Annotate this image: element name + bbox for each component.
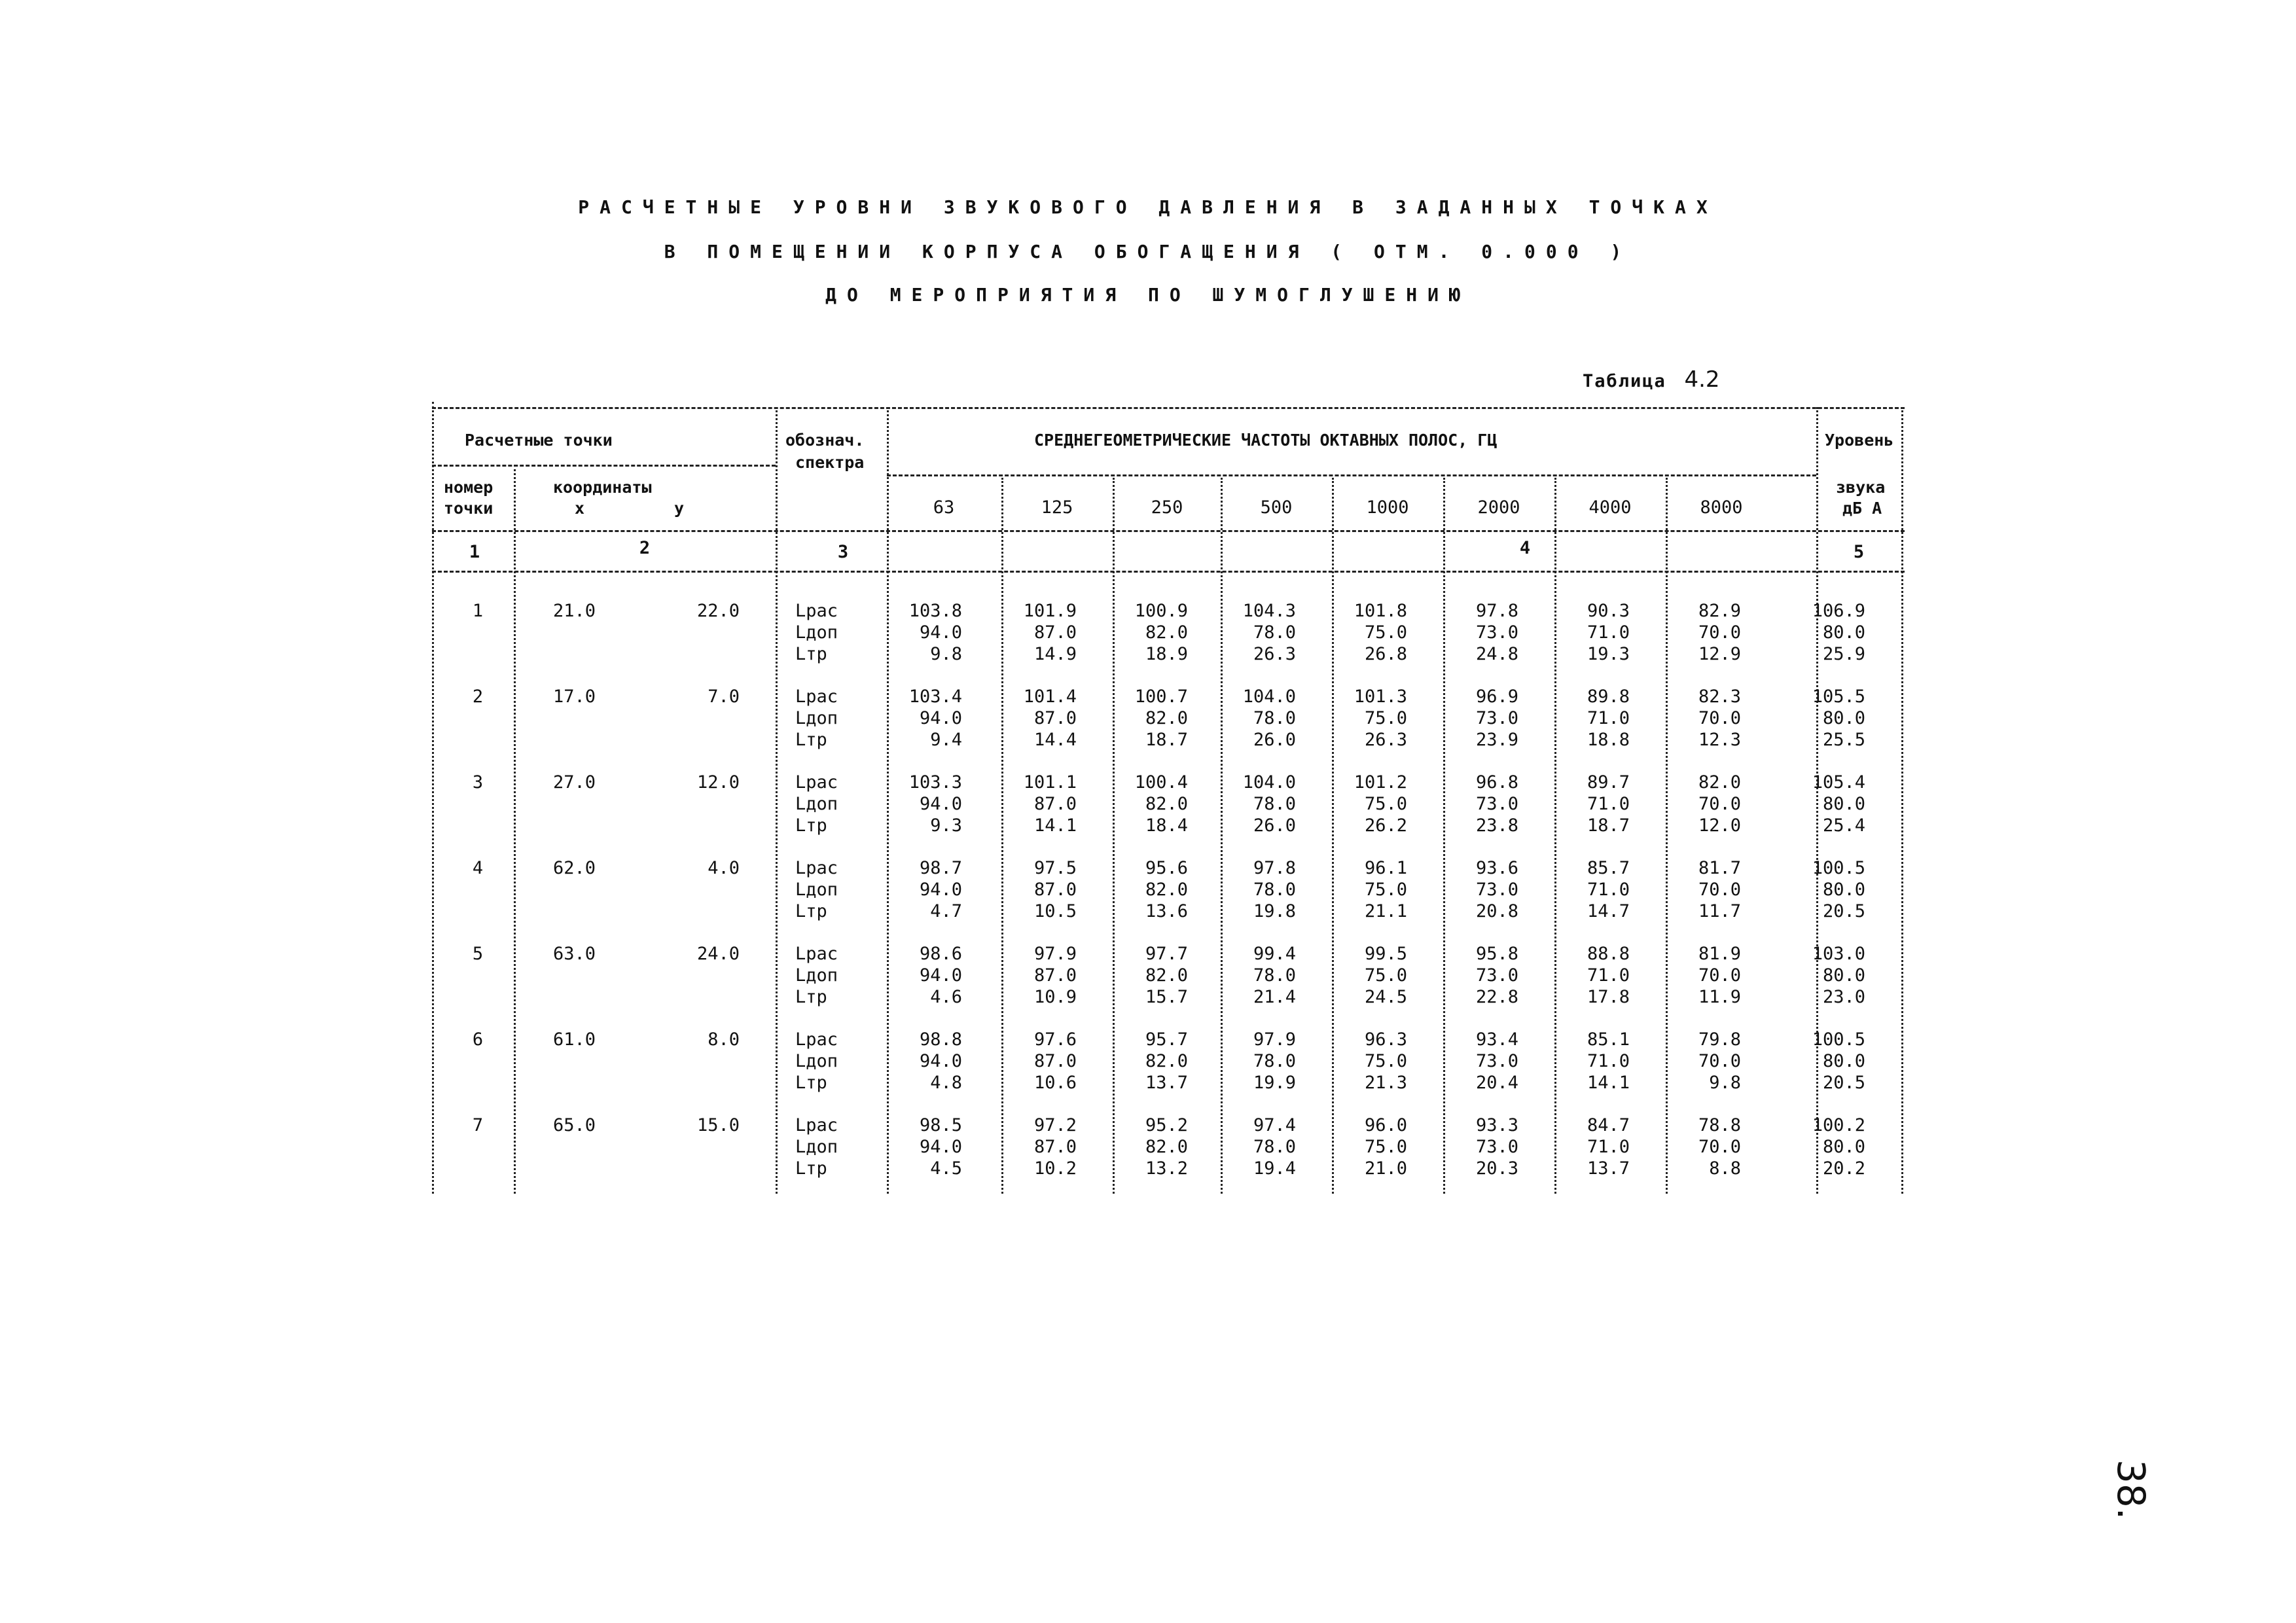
band-value: 90.3 — [1587, 601, 1630, 621]
header-level-2: звука — [1836, 478, 1886, 497]
header-calc-points: Расчетные точки — [465, 431, 613, 450]
table-row — [432, 944, 1905, 965]
title-line-3: ДО МЕРОПРИЯТИЯ ПО ШУМОГЛУШЕНИЮ — [825, 284, 1471, 306]
band-value: 70.0 — [1698, 622, 1741, 643]
table-row — [432, 1051, 1905, 1072]
coord-x: 17.0 — [552, 687, 596, 707]
band-value: 4.8 — [930, 1073, 962, 1093]
rule-top — [432, 407, 1905, 409]
table-row — [432, 772, 1905, 793]
coord-x: 63.0 — [552, 944, 596, 964]
header-point-no-1: номер — [444, 478, 493, 497]
band-value: 71.0 — [1587, 965, 1630, 986]
band-value: 75.0 — [1364, 794, 1407, 814]
freq-8000: 8000 — [1700, 497, 1743, 518]
band-value: 14.1 — [1033, 815, 1077, 836]
band-value: 82.0 — [1145, 880, 1188, 900]
band-value: 71.0 — [1587, 1137, 1630, 1157]
band-value: 85.7 — [1587, 858, 1630, 878]
rule-freq-title — [887, 474, 1816, 476]
band-value: 18.9 — [1145, 644, 1188, 664]
level-value: 100.2 — [1812, 1115, 1865, 1135]
band-value: 4.6 — [930, 987, 962, 1007]
band-value: 70.0 — [1698, 880, 1741, 900]
point-number: 6 — [472, 1029, 484, 1050]
band-value: 10.6 — [1033, 1073, 1077, 1093]
spectrum-label: Lдоп — [795, 880, 838, 900]
band-value: 95.2 — [1145, 1115, 1188, 1135]
band-value: 26.2 — [1364, 815, 1407, 836]
band-value: 96.8 — [1475, 772, 1518, 793]
band-value: 103.4 — [908, 687, 962, 707]
level-value: 20.2 — [1822, 1158, 1865, 1179]
table-row — [432, 1115, 1905, 1136]
band-value: 87.0 — [1033, 880, 1077, 900]
band-value: 82.0 — [1145, 622, 1188, 643]
band-value: 97.5 — [1033, 858, 1077, 878]
page-number: 38. — [2109, 1459, 2153, 1520]
band-value: 101.9 — [1023, 601, 1077, 621]
level-value: 80.0 — [1822, 1137, 1865, 1157]
table-row — [432, 601, 1905, 622]
band-value: 96.9 — [1475, 687, 1518, 707]
coord-y: 4.0 — [708, 858, 740, 878]
band-value: 17.8 — [1587, 987, 1630, 1007]
spectrum-label: Lдоп — [795, 708, 838, 728]
band-value: 99.4 — [1253, 944, 1296, 964]
band-value: 94.0 — [919, 965, 962, 986]
band-value: 75.0 — [1364, 965, 1407, 986]
band-value: 99.5 — [1364, 944, 1407, 964]
spectrum-label: Lрас — [795, 1115, 838, 1135]
band-value: 13.2 — [1145, 1158, 1188, 1179]
spectrum-label: Lрас — [795, 858, 838, 878]
point-number: 4 — [472, 858, 484, 878]
col-index-3: 3 — [837, 542, 849, 562]
band-value: 81.7 — [1698, 858, 1741, 878]
band-value: 73.0 — [1475, 880, 1518, 900]
band-value: 70.0 — [1698, 1137, 1741, 1157]
freq-500: 500 — [1260, 497, 1293, 518]
coord-y: 7.0 — [708, 687, 740, 707]
spectrum-label: Lрас — [795, 772, 838, 793]
level-value: 105.5 — [1812, 687, 1865, 707]
band-value: 89.7 — [1587, 772, 1630, 793]
coord-x: 65.0 — [552, 1115, 596, 1135]
spectrum-label: Lтр — [795, 815, 827, 836]
band-value: 85.1 — [1587, 1029, 1630, 1050]
band-value: 20.4 — [1475, 1073, 1518, 1093]
table-label — [1583, 366, 1720, 393]
band-value: 20.8 — [1475, 901, 1518, 921]
band-value: 78.0 — [1253, 965, 1296, 986]
band-value: 93.4 — [1475, 1029, 1518, 1050]
band-value: 100.9 — [1134, 601, 1188, 621]
band-value: 82.0 — [1145, 1051, 1188, 1071]
freq-63: 63 — [933, 497, 955, 518]
band-value: 26.0 — [1253, 730, 1296, 750]
spectrum-label: Lдоп — [795, 965, 838, 986]
title-line-2: В ПОМЕЩЕНИИ КОРПУСА ОБОГАЩЕНИЯ ( ОТМ. 0.000 ) — [664, 241, 1632, 262]
band-value: 82.0 — [1698, 772, 1741, 793]
col-index-1: 1 — [469, 542, 480, 562]
band-value: 23.9 — [1475, 730, 1518, 750]
coord-x: 62.0 — [552, 858, 596, 878]
band-value: 94.0 — [919, 794, 962, 814]
coord-y: 24.0 — [696, 944, 740, 964]
table-row — [432, 708, 1905, 729]
freq-1000: 1000 — [1366, 497, 1409, 518]
table-row — [432, 815, 1905, 836]
band-value: 82.0 — [1145, 708, 1188, 728]
band-value: 70.0 — [1698, 1051, 1741, 1071]
band-value: 87.0 — [1033, 794, 1077, 814]
coord-y: 8.0 — [708, 1029, 740, 1050]
level-value: 25.4 — [1822, 815, 1865, 836]
col-index-4: 4 — [1519, 538, 1531, 558]
level-value: 80.0 — [1822, 880, 1865, 900]
band-value: 26.3 — [1364, 730, 1407, 750]
level-value: 23.0 — [1822, 987, 1865, 1007]
freq-125: 125 — [1041, 497, 1073, 518]
band-value: 14.9 — [1033, 644, 1077, 664]
band-value: 24.5 — [1364, 987, 1407, 1007]
spectrum-label: Lрас — [795, 601, 838, 621]
band-value: 88.8 — [1587, 944, 1630, 964]
band-value: 104.0 — [1242, 687, 1296, 707]
band-value: 21.4 — [1253, 987, 1296, 1007]
table-row — [432, 1158, 1905, 1179]
coord-x: 61.0 — [552, 1029, 596, 1050]
band-value: 101.1 — [1023, 772, 1077, 793]
band-value: 11.9 — [1698, 987, 1741, 1007]
band-value: 70.0 — [1698, 794, 1741, 814]
table-row — [432, 622, 1905, 643]
band-value: 98.8 — [919, 1029, 962, 1050]
level-value: 103.0 — [1812, 944, 1865, 964]
table-row — [432, 965, 1905, 986]
band-value: 87.0 — [1033, 622, 1077, 643]
band-value: 22.8 — [1475, 987, 1518, 1007]
band-value: 87.0 — [1033, 1137, 1077, 1157]
spectrum-label: Lдоп — [795, 794, 838, 814]
band-value: 101.8 — [1354, 601, 1407, 621]
spectrum-label: Lрас — [795, 944, 838, 964]
table-row — [432, 794, 1905, 815]
band-value: 95.6 — [1145, 858, 1188, 878]
band-value: 82.0 — [1145, 1137, 1188, 1157]
point-number: 2 — [472, 687, 484, 707]
band-value: 84.7 — [1587, 1115, 1630, 1135]
band-value: 78.0 — [1253, 622, 1296, 643]
band-value: 71.0 — [1587, 880, 1630, 900]
band-value: 87.0 — [1033, 708, 1077, 728]
table-row — [432, 687, 1905, 707]
band-value: 78.0 — [1253, 1051, 1296, 1071]
band-value: 26.0 — [1253, 815, 1296, 836]
band-value: 96.1 — [1364, 858, 1407, 878]
table-row — [432, 644, 1905, 665]
band-value: 18.7 — [1587, 815, 1630, 836]
spectrum-label: Lтр — [795, 1158, 827, 1179]
table-row — [432, 1029, 1905, 1050]
rule-index-bottom — [432, 571, 1905, 573]
band-value: 87.0 — [1033, 1051, 1077, 1071]
table-row — [432, 987, 1905, 1008]
band-value: 93.3 — [1475, 1115, 1518, 1135]
rule-header-bottom — [432, 530, 1905, 532]
table-row — [432, 1073, 1905, 1094]
band-value: 75.0 — [1364, 880, 1407, 900]
level-value: 80.0 — [1822, 622, 1865, 643]
spectrum-label: Lдоп — [795, 1137, 838, 1157]
band-value: 71.0 — [1587, 794, 1630, 814]
band-value: 73.0 — [1475, 1137, 1518, 1157]
band-value: 78.8 — [1698, 1115, 1741, 1135]
level-value: 80.0 — [1822, 965, 1865, 986]
band-value: 94.0 — [919, 1051, 962, 1071]
rule-calc-points — [432, 465, 776, 467]
coord-y: 15.0 — [696, 1115, 740, 1135]
band-value: 95.7 — [1145, 1029, 1188, 1050]
band-value: 13.7 — [1587, 1158, 1630, 1179]
band-value: 18.4 — [1145, 815, 1188, 836]
level-value: 20.5 — [1822, 1073, 1865, 1093]
freq-2000: 2000 — [1477, 497, 1520, 518]
level-value: 20.5 — [1822, 901, 1865, 921]
band-value: 78.0 — [1253, 880, 1296, 900]
band-value: 73.0 — [1475, 622, 1518, 643]
band-value: 70.0 — [1698, 708, 1741, 728]
coord-x: 27.0 — [552, 772, 596, 793]
header-x: x — [575, 499, 585, 518]
band-value: 97.7 — [1145, 944, 1188, 964]
band-value: 12.9 — [1698, 644, 1741, 664]
band-value: 9.3 — [930, 815, 962, 836]
band-value: 97.8 — [1253, 858, 1296, 878]
header-freq-title: СРЕДНЕГЕОМЕТРИЧЕСКИЕ ЧАСТОТЫ ОКТАВНЫХ ПОЛОС, ГЦ — [1034, 431, 1498, 450]
band-value: 96.0 — [1364, 1115, 1407, 1135]
band-value: 81.9 — [1698, 944, 1741, 964]
band-value: 97.2 — [1033, 1115, 1077, 1135]
spectrum-label: Lдоп — [795, 622, 838, 643]
band-value: 15.7 — [1145, 987, 1188, 1007]
table-row — [432, 1137, 1905, 1158]
band-value: 100.7 — [1134, 687, 1188, 707]
band-value: 94.0 — [919, 880, 962, 900]
band-value: 98.6 — [919, 944, 962, 964]
level-value: 80.0 — [1822, 1051, 1865, 1071]
band-value: 23.8 — [1475, 815, 1518, 836]
band-value: 26.3 — [1253, 644, 1296, 664]
band-value: 13.6 — [1145, 901, 1188, 921]
level-value: 25.9 — [1822, 644, 1865, 664]
spectrum-label: Lрас — [795, 687, 838, 707]
table-row — [432, 901, 1905, 922]
band-value: 70.0 — [1698, 965, 1741, 986]
band-value: 89.8 — [1587, 687, 1630, 707]
header-y: y — [674, 499, 685, 518]
table-row — [432, 730, 1905, 751]
band-value: 97.4 — [1253, 1115, 1296, 1135]
band-value: 97.9 — [1033, 944, 1077, 964]
header-level-1: Уровень — [1825, 431, 1894, 450]
band-value: 97.8 — [1475, 601, 1518, 621]
band-value: 10.5 — [1033, 901, 1077, 921]
band-value: 94.0 — [919, 708, 962, 728]
band-value: 12.0 — [1698, 815, 1741, 836]
band-value: 82.0 — [1145, 794, 1188, 814]
band-value: 75.0 — [1364, 1051, 1407, 1071]
band-value: 75.0 — [1364, 622, 1407, 643]
band-value: 98.5 — [919, 1115, 962, 1135]
band-value: 11.7 — [1698, 901, 1741, 921]
band-value: 98.7 — [919, 858, 962, 878]
table-label-number: 4.2 — [1684, 366, 1720, 393]
band-value: 93.6 — [1475, 858, 1518, 878]
table-row — [432, 880, 1905, 901]
band-value: 19.9 — [1253, 1073, 1296, 1093]
header-designation-1: обознач. — [785, 431, 865, 450]
band-value: 19.8 — [1253, 901, 1296, 921]
spectrum-label: Lтр — [795, 901, 827, 921]
point-number: 7 — [472, 1115, 484, 1135]
header-coords: координаты — [553, 478, 652, 497]
point-number: 5 — [472, 944, 484, 964]
band-value: 95.8 — [1475, 944, 1518, 964]
spectrum-label: Lтр — [795, 987, 827, 1007]
band-value: 94.0 — [919, 622, 962, 643]
freq-250: 250 — [1151, 497, 1183, 518]
level-value: 80.0 — [1822, 794, 1865, 814]
spectrum-label: Lтр — [795, 644, 827, 664]
spectrum-label: Lтр — [795, 1073, 827, 1093]
band-value: 9.8 — [1709, 1073, 1741, 1093]
band-value: 73.0 — [1475, 794, 1518, 814]
band-value: 87.0 — [1033, 965, 1077, 986]
band-value: 4.7 — [930, 901, 962, 921]
point-number: 3 — [472, 772, 484, 793]
band-value: 71.0 — [1587, 1051, 1630, 1071]
level-value: 106.9 — [1812, 601, 1865, 621]
band-value: 19.3 — [1587, 644, 1630, 664]
band-value: 21.3 — [1364, 1073, 1407, 1093]
band-value: 14.1 — [1587, 1073, 1630, 1093]
band-value: 18.8 — [1587, 730, 1630, 750]
coord-x: 21.0 — [552, 601, 596, 621]
band-value: 9.4 — [930, 730, 962, 750]
band-value: 104.3 — [1242, 601, 1296, 621]
spectrum-label: Lдоп — [795, 1051, 838, 1071]
band-value: 14.7 — [1587, 901, 1630, 921]
band-value: 21.0 — [1364, 1158, 1407, 1179]
band-value: 103.3 — [908, 772, 962, 793]
band-value: 73.0 — [1475, 1051, 1518, 1071]
table-row — [432, 858, 1905, 879]
band-value: 4.5 — [930, 1158, 962, 1179]
title-line-1: РАСЧЕТНЫЕ УРОВНИ ЗВУКОВОГО ДАВЛЕНИЯ В ЗАДАННЫХ ТОЧКАХ — [578, 196, 1718, 218]
band-value: 94.0 — [919, 1137, 962, 1157]
band-value: 75.0 — [1364, 708, 1407, 728]
band-value: 104.0 — [1242, 772, 1296, 793]
band-value: 97.6 — [1033, 1029, 1077, 1050]
band-value: 18.7 — [1145, 730, 1188, 750]
col-index-2: 2 — [639, 538, 651, 558]
band-value: 19.4 — [1253, 1158, 1296, 1179]
band-value: 12.3 — [1698, 730, 1741, 750]
band-value: 101.4 — [1023, 687, 1077, 707]
band-value: 100.4 — [1134, 772, 1188, 793]
band-value: 73.0 — [1475, 708, 1518, 728]
col-index-5: 5 — [1853, 542, 1865, 562]
band-value: 79.8 — [1698, 1029, 1741, 1050]
level-value: 80.0 — [1822, 708, 1865, 728]
band-value: 26.8 — [1364, 644, 1407, 664]
level-value: 100.5 — [1812, 858, 1865, 878]
band-value: 103.8 — [908, 601, 962, 621]
band-value: 75.0 — [1364, 1137, 1407, 1157]
band-value: 13.7 — [1145, 1073, 1188, 1093]
band-value: 82.9 — [1698, 601, 1741, 621]
freq-4000: 4000 — [1588, 497, 1632, 518]
band-value: 71.0 — [1587, 708, 1630, 728]
point-number: 1 — [472, 601, 484, 621]
band-value: 78.0 — [1253, 794, 1296, 814]
band-value: 78.0 — [1253, 708, 1296, 728]
spectrum-label: Lрас — [795, 1029, 838, 1050]
header-level-3: дБ А — [1842, 499, 1882, 518]
band-value: 10.2 — [1033, 1158, 1077, 1179]
band-value: 82.0 — [1145, 965, 1188, 986]
band-value: 71.0 — [1587, 622, 1630, 643]
band-value: 97.9 — [1253, 1029, 1296, 1050]
band-value: 78.0 — [1253, 1137, 1296, 1157]
band-value: 82.3 — [1698, 687, 1741, 707]
band-value: 14.4 — [1033, 730, 1077, 750]
band-value: 10.9 — [1033, 987, 1077, 1007]
level-value: 100.5 — [1812, 1029, 1865, 1050]
band-value: 24.8 — [1475, 644, 1518, 664]
header-point-no-2: точки — [444, 499, 493, 518]
band-value: 101.2 — [1354, 772, 1407, 793]
level-value: 105.4 — [1812, 772, 1865, 793]
band-value: 21.1 — [1364, 901, 1407, 921]
table-label-word: Таблица — [1583, 371, 1666, 391]
band-value: 73.0 — [1475, 965, 1518, 986]
band-value: 101.3 — [1354, 687, 1407, 707]
coord-y: 12.0 — [696, 772, 740, 793]
coord-y: 22.0 — [696, 601, 740, 621]
spectrum-label: Lтр — [795, 730, 827, 750]
band-value: 9.8 — [930, 644, 962, 664]
header-designation-2: спектра — [795, 453, 865, 472]
band-value: 8.8 — [1709, 1158, 1741, 1179]
band-value: 20.3 — [1475, 1158, 1518, 1179]
level-value: 25.5 — [1822, 730, 1865, 750]
sound-level-table — [432, 393, 1905, 1191]
band-value: 96.3 — [1364, 1029, 1407, 1050]
